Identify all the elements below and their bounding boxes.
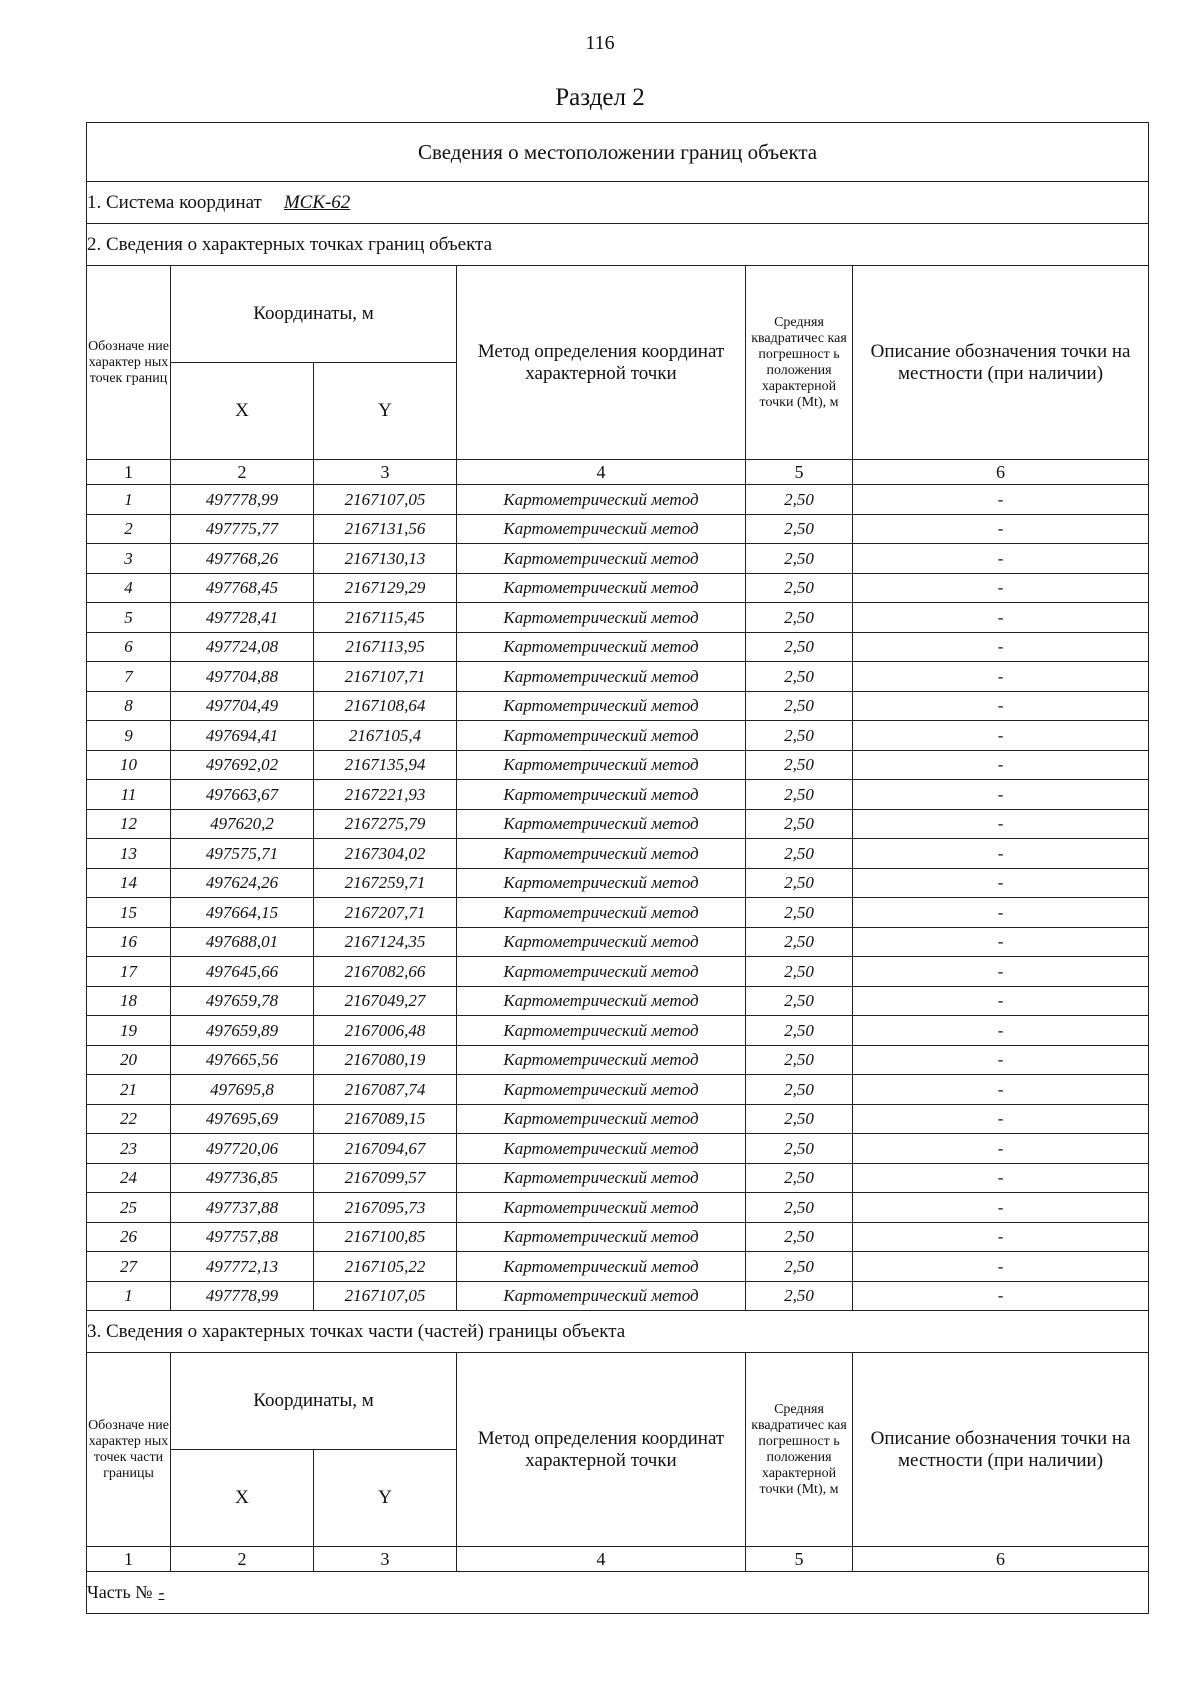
x-coordinate-cell: 497624,26: [171, 868, 314, 898]
point-number-cell: 4: [87, 573, 171, 603]
part-header-y: Y: [314, 1450, 457, 1547]
error-cell: 2,50: [746, 662, 853, 692]
description-cell: -: [853, 603, 1149, 633]
y-coordinate-cell: 2167115,45: [314, 603, 457, 633]
y-coordinate-cell: 2167006,48: [314, 1016, 457, 1046]
header-designation: Обозначе ние характер ных точек границ: [87, 266, 171, 460]
method-cell: Картометрический метод: [457, 927, 746, 957]
x-coordinate-cell: 497695,69: [171, 1104, 314, 1134]
x-coordinate-cell: 497659,78: [171, 986, 314, 1016]
column-number: 6: [853, 1547, 1149, 1572]
table-row: [87, 632, 1149, 662]
method-cell: Картометрический метод: [457, 780, 746, 810]
description-cell: -: [853, 809, 1149, 839]
description-cell: -: [853, 514, 1149, 544]
error-cell: 2,50: [746, 957, 853, 987]
point-number-cell: 27: [87, 1252, 171, 1282]
error-cell: 2,50: [746, 986, 853, 1016]
error-cell: 2,50: [746, 544, 853, 574]
x-coordinate-cell: 497665,56: [171, 1045, 314, 1075]
table-row: [87, 868, 1149, 898]
y-coordinate-cell: 2167089,15: [314, 1104, 457, 1134]
x-coordinate-cell: 497704,88: [171, 662, 314, 692]
y-coordinate-cell: 2167105,4: [314, 721, 457, 751]
column-number: 4: [457, 1547, 746, 1572]
error-cell: 2,50: [746, 632, 853, 662]
point-number-cell: 7: [87, 662, 171, 692]
y-coordinate-cell: 2167259,71: [314, 868, 457, 898]
error-cell: 2,50: [746, 1193, 853, 1223]
x-coordinate-cell: 497778,99: [171, 1281, 314, 1311]
point-number-cell: 13: [87, 839, 171, 869]
table-title: Сведения о местоположении границ объекта: [87, 123, 1149, 182]
error-cell: 2,50: [746, 839, 853, 869]
y-coordinate-cell: 2167304,02: [314, 839, 457, 869]
header-method: Метод определения координат характерной точки: [457, 266, 746, 460]
table-row: [87, 514, 1149, 544]
column-number: 3: [314, 460, 457, 485]
error-cell: 2,50: [746, 1281, 853, 1311]
y-coordinate-cell: 2167124,35: [314, 927, 457, 957]
y-coordinate-cell: 2167100,85: [314, 1222, 457, 1252]
point-number-cell: 11: [87, 780, 171, 810]
point-number-cell: 24: [87, 1163, 171, 1193]
point-number-cell: 2: [87, 514, 171, 544]
method-cell: Картометрический метод: [457, 1163, 746, 1193]
column-number: 2: [171, 1547, 314, 1572]
error-cell: 2,50: [746, 750, 853, 780]
part-header-description: Описание обозначения точки на местности (при наличии): [853, 1353, 1149, 1547]
point-number-cell: 20: [87, 1045, 171, 1075]
table-row: [87, 1134, 1149, 1164]
table-row: [87, 1075, 1149, 1105]
point-number-cell: 1: [87, 485, 171, 515]
x-coordinate-cell: 497768,45: [171, 573, 314, 603]
x-coordinate-cell: 497663,67: [171, 780, 314, 810]
error-cell: 2,50: [746, 1045, 853, 1075]
x-coordinate-cell: 497778,99: [171, 485, 314, 515]
x-coordinate-cell: 497724,08: [171, 632, 314, 662]
column-number: 1: [87, 460, 171, 485]
method-cell: Картометрический метод: [457, 1281, 746, 1311]
table-row: [87, 750, 1149, 780]
boundary-points-title: 2. Сведения о характерных точках границ объекта: [87, 224, 1149, 266]
method-cell: Картометрический метод: [457, 691, 746, 721]
table-row: [87, 573, 1149, 603]
point-number-cell: 8: [87, 691, 171, 721]
description-cell: -: [853, 1193, 1149, 1223]
point-number-cell: 26: [87, 1222, 171, 1252]
section-title: Раздел 2: [555, 84, 645, 111]
y-coordinate-cell: 2167094,67: [314, 1134, 457, 1164]
column-number: 1: [87, 1547, 171, 1572]
error-cell: 2,50: [746, 721, 853, 751]
y-coordinate-cell: 2167221,93: [314, 780, 457, 810]
header-row-1: [87, 266, 1149, 363]
description-cell: -: [853, 898, 1149, 928]
description-cell: -: [853, 573, 1149, 603]
table-row: [87, 927, 1149, 957]
x-coordinate-cell: 497775,77: [171, 514, 314, 544]
x-coordinate-cell: 497737,88: [171, 1193, 314, 1223]
y-coordinate-cell: 2167107,71: [314, 662, 457, 692]
error-cell: 2,50: [746, 1163, 853, 1193]
description-cell: -: [853, 544, 1149, 574]
method-cell: Картометрический метод: [457, 1045, 746, 1075]
table-row: [87, 544, 1149, 574]
x-coordinate-cell: 497772,13: [171, 1252, 314, 1282]
method-cell: Картометрический метод: [457, 1193, 746, 1223]
part-cell: [87, 1572, 1149, 1614]
description-cell: -: [853, 839, 1149, 869]
method-cell: Картометрический метод: [457, 544, 746, 574]
x-coordinate-cell: 497688,01: [171, 927, 314, 957]
error-cell: 2,50: [746, 927, 853, 957]
method-cell: Картометрический метод: [457, 986, 746, 1016]
description-cell: -: [853, 691, 1149, 721]
point-number-cell: 12: [87, 809, 171, 839]
column-number: 6: [853, 460, 1149, 485]
part-header-error: Средняя квадратичес кая погрешност ь положения характерной точки (Mt), м: [746, 1353, 853, 1547]
table-row: [87, 662, 1149, 692]
y-coordinate-cell: 2167099,57: [314, 1163, 457, 1193]
part-header-coordinates: Координаты, м: [171, 1353, 457, 1450]
column-numbers-row: [87, 460, 1149, 485]
header-x: X: [171, 363, 314, 460]
table-row: [87, 1163, 1149, 1193]
x-coordinate-cell: 497768,26: [171, 544, 314, 574]
part-column-numbers-row: [87, 1547, 1149, 1572]
part-points-title-row: [87, 1311, 1149, 1353]
table-row: [87, 691, 1149, 721]
table-row: [87, 809, 1149, 839]
error-cell: 2,50: [746, 603, 853, 633]
x-coordinate-cell: 497704,49: [171, 691, 314, 721]
column-number: 5: [746, 1547, 853, 1572]
header-description: Описание обозначения точки на местности (при наличии): [853, 266, 1149, 460]
table-row: [87, 721, 1149, 751]
y-coordinate-cell: 2167049,27: [314, 986, 457, 1016]
point-number-cell: 19: [87, 1016, 171, 1046]
table-row: [87, 1045, 1149, 1075]
point-number-cell: 15: [87, 898, 171, 928]
error-cell: 2,50: [746, 1222, 853, 1252]
table-row: [87, 1104, 1149, 1134]
y-coordinate-cell: 2167082,66: [314, 957, 457, 987]
point-number-cell: 25: [87, 1193, 171, 1223]
boundary-table: [86, 122, 1149, 1614]
table-row: [87, 957, 1149, 987]
part-points-title: 3. Сведения о характерных точках части (частей) границы объекта: [87, 1311, 1149, 1353]
part-label: Часть №: [87, 1582, 153, 1602]
point-number-cell: 1: [87, 1281, 171, 1311]
table-row: [87, 1016, 1149, 1046]
y-coordinate-cell: 2167275,79: [314, 809, 457, 839]
method-cell: Картометрический метод: [457, 1075, 746, 1105]
x-coordinate-cell: 497620,2: [171, 809, 314, 839]
point-number-cell: 10: [87, 750, 171, 780]
table-row: [87, 485, 1149, 515]
coord-system-label: 1. Система координат: [87, 191, 262, 213]
description-cell: -: [853, 1045, 1149, 1075]
error-cell: 2,50: [746, 898, 853, 928]
method-cell: Картометрический метод: [457, 603, 746, 633]
error-cell: 2,50: [746, 868, 853, 898]
page-number: 116: [585, 32, 615, 54]
x-coordinate-cell: 497720,06: [171, 1134, 314, 1164]
method-cell: Картометрический метод: [457, 1016, 746, 1046]
header-coordinates: Координаты, м: [171, 266, 457, 363]
part-value: -: [158, 1582, 165, 1602]
method-cell: Картометрический метод: [457, 868, 746, 898]
y-coordinate-cell: 2167087,74: [314, 1075, 457, 1105]
point-number-cell: 18: [87, 986, 171, 1016]
point-number-cell: 16: [87, 927, 171, 957]
y-coordinate-cell: 2167108,64: [314, 691, 457, 721]
coord-system-cell: [87, 182, 1149, 224]
table-row: [87, 898, 1149, 928]
x-coordinate-cell: 497659,89: [171, 1016, 314, 1046]
y-coordinate-cell: 2167207,71: [314, 898, 457, 928]
method-cell: Картометрический метод: [457, 485, 746, 515]
method-cell: Картометрический метод: [457, 1222, 746, 1252]
description-cell: -: [853, 1163, 1149, 1193]
point-number-cell: 3: [87, 544, 171, 574]
description-cell: -: [853, 1222, 1149, 1252]
error-cell: 2,50: [746, 573, 853, 603]
header-error: Средняя квадратичес кая погрешност ь положения характерной точки (Mt), м: [746, 266, 853, 460]
error-cell: 2,50: [746, 1016, 853, 1046]
method-cell: Картометрический метод: [457, 1134, 746, 1164]
description-cell: -: [853, 868, 1149, 898]
part-header-x: X: [171, 1450, 314, 1547]
y-coordinate-cell: 2167129,29: [314, 573, 457, 603]
method-cell: Картометрический метод: [457, 839, 746, 869]
description-cell: -: [853, 1075, 1149, 1105]
coord-system-row: [87, 182, 1149, 224]
point-number-cell: 14: [87, 868, 171, 898]
description-cell: -: [853, 750, 1149, 780]
table-row: [87, 1193, 1149, 1223]
error-cell: 2,50: [746, 1075, 853, 1105]
part-header-method: Метод определения координат характерной точки: [457, 1353, 746, 1547]
description-cell: -: [853, 1104, 1149, 1134]
y-coordinate-cell: 2167095,73: [314, 1193, 457, 1223]
x-coordinate-cell: 497692,02: [171, 750, 314, 780]
method-cell: Картометрический метод: [457, 632, 746, 662]
table-row: [87, 1222, 1149, 1252]
description-cell: -: [853, 662, 1149, 692]
point-number-cell: 5: [87, 603, 171, 633]
y-coordinate-cell: 2167131,56: [314, 514, 457, 544]
point-number-cell: 23: [87, 1134, 171, 1164]
point-number-cell: 17: [87, 957, 171, 987]
x-coordinate-cell: 497728,41: [171, 603, 314, 633]
x-coordinate-cell: 497736,85: [171, 1163, 314, 1193]
point-number-cell: 6: [87, 632, 171, 662]
table-row: [87, 839, 1149, 869]
method-cell: Картометрический метод: [457, 809, 746, 839]
y-coordinate-cell: 2167107,05: [314, 485, 457, 515]
part-header-row-1: [87, 1353, 1149, 1450]
table-row: [87, 603, 1149, 633]
point-number-cell: 21: [87, 1075, 171, 1105]
description-cell: -: [853, 927, 1149, 957]
description-cell: -: [853, 1252, 1149, 1282]
table-title-row: [87, 123, 1149, 182]
column-number: 5: [746, 460, 853, 485]
method-cell: Картометрический метод: [457, 957, 746, 987]
error-cell: 2,50: [746, 809, 853, 839]
method-cell: Картометрический метод: [457, 1104, 746, 1134]
point-number-cell: 9: [87, 721, 171, 751]
x-coordinate-cell: 497694,41: [171, 721, 314, 751]
method-cell: Картометрический метод: [457, 573, 746, 603]
x-coordinate-cell: 497664,15: [171, 898, 314, 928]
column-number: 2: [171, 460, 314, 485]
method-cell: Картометрический метод: [457, 1252, 746, 1282]
error-cell: 2,50: [746, 780, 853, 810]
method-cell: Картометрический метод: [457, 662, 746, 692]
error-cell: 2,50: [746, 1104, 853, 1134]
y-coordinate-cell: 2167080,19: [314, 1045, 457, 1075]
method-cell: Картометрический метод: [457, 721, 746, 751]
x-coordinate-cell: 497645,66: [171, 957, 314, 987]
description-cell: -: [853, 1281, 1149, 1311]
x-coordinate-cell: 497757,88: [171, 1222, 314, 1252]
method-cell: Картометрический метод: [457, 514, 746, 544]
error-cell: 2,50: [746, 485, 853, 515]
error-cell: 2,50: [746, 1134, 853, 1164]
description-cell: -: [853, 1016, 1149, 1046]
point-number-cell: 22: [87, 1104, 171, 1134]
part-row: [87, 1572, 1149, 1614]
description-cell: -: [853, 986, 1149, 1016]
error-cell: 2,50: [746, 691, 853, 721]
y-coordinate-cell: 2167105,22: [314, 1252, 457, 1282]
x-coordinate-cell: 497695,8: [171, 1075, 314, 1105]
error-cell: 2,50: [746, 514, 853, 544]
table-row: [87, 1252, 1149, 1282]
description-cell: -: [853, 485, 1149, 515]
boundary-points-title-row: [87, 224, 1149, 266]
y-coordinate-cell: 2167130,13: [314, 544, 457, 574]
part-header-designation: Обозначе ние характер ных точек части границы: [87, 1353, 171, 1547]
column-number: 3: [314, 1547, 457, 1572]
table-row: [87, 986, 1149, 1016]
method-cell: Картометрический метод: [457, 898, 746, 928]
error-cell: 2,50: [746, 1252, 853, 1282]
column-number: 4: [457, 460, 746, 485]
description-cell: -: [853, 957, 1149, 987]
description-cell: -: [853, 721, 1149, 751]
description-cell: -: [853, 780, 1149, 810]
y-coordinate-cell: 2167107,05: [314, 1281, 457, 1311]
y-coordinate-cell: 2167113,95: [314, 632, 457, 662]
description-cell: -: [853, 1134, 1149, 1164]
header-y: Y: [314, 363, 457, 460]
table-row: [87, 1281, 1149, 1311]
x-coordinate-cell: 497575,71: [171, 839, 314, 869]
coord-system-value: МСК-62: [283, 191, 351, 213]
table-body: [87, 123, 1149, 1614]
description-cell: -: [853, 632, 1149, 662]
y-coordinate-cell: 2167135,94: [314, 750, 457, 780]
method-cell: Картометрический метод: [457, 750, 746, 780]
table-row: [87, 780, 1149, 810]
